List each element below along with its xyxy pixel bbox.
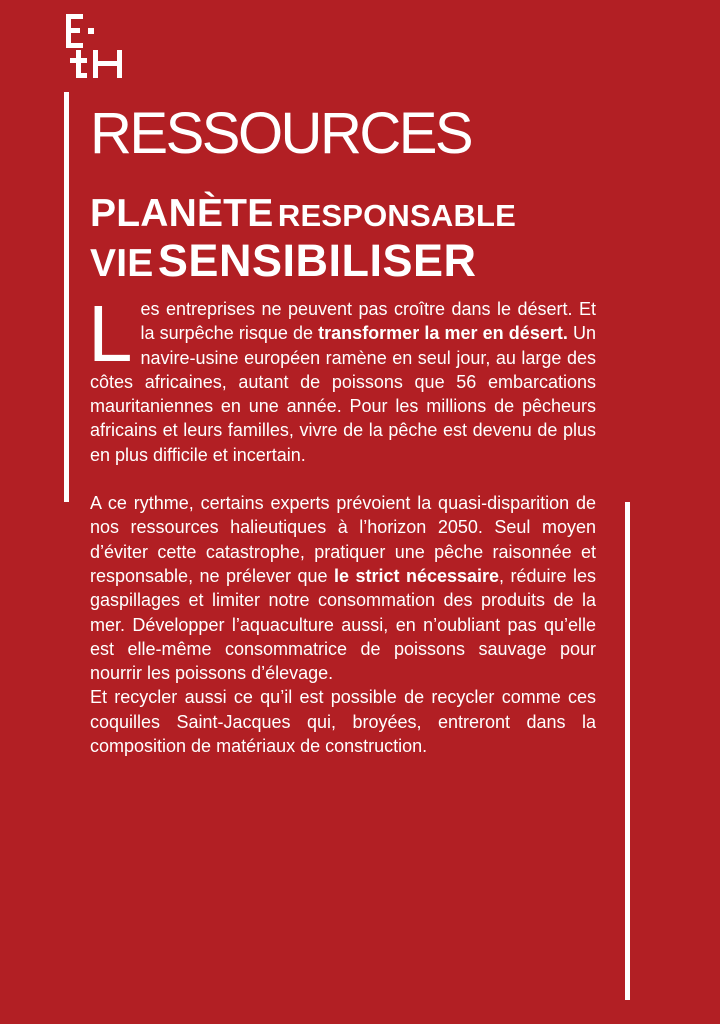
subtitle-word-responsable: RESPONSABLE bbox=[277, 198, 517, 233]
subtitle-word-vie: VIE bbox=[90, 242, 154, 285]
paragraph-1-emphasis: transformer la mer en désert. bbox=[318, 323, 568, 344]
eh-monogram-icon bbox=[66, 14, 126, 78]
subtitle-line-1 bbox=[90, 194, 516, 233]
subtitle-word-sensibiliser: SENSIBILISER bbox=[157, 235, 477, 286]
paragraph-1-text-1: es entreprises ne peuvent pas croître dans le désert. Et la surpêche risque de bbox=[140, 299, 596, 344]
paragraph-2-text-1: A ce rythme, certains experts prévoient la quasi-disparition de nos ressources halieutiques à l’horizon 2050. Seul moyen d’éviter cette catastrophe, pratiquer une pêche raisonnée et responsable, ne prélever que bbox=[90, 493, 596, 586]
page-title: RESSOURCES bbox=[90, 101, 472, 166]
article-paragraph-2 bbox=[90, 491, 596, 758]
article-paragraph-1 bbox=[88, 289, 596, 467]
left-accent-bar bbox=[64, 92, 69, 502]
paragraph-1-text-2: Un navire-usine européen ramène en seul jour, au large des côtes africaines, autant de poissons que 56 embarcations mauritaniennes en une année. Pour les millions de pêcheurs africains et leurs familles, vivre de la pêche est devenu de plus en plus difficile et incertain. bbox=[90, 323, 596, 465]
subtitle-line-2 bbox=[90, 235, 477, 286]
paragraph-2-emphasis: le strict nécessaire bbox=[334, 565, 500, 586]
paragraph-2-text-2: , réduire les gaspillages et limiter notre consommation des produits de la mer. Développer l’aquaculture aussi, en n’oubliant pas qu’elle est elle-même consommatrice de poissons sauvage pour nourrir les poissons d’élevage. bbox=[90, 565, 596, 684]
subtitle-word-planete: PLANÈTE bbox=[90, 192, 274, 235]
paragraph-2-text-3: Et recycler aussi ce qu’il est possible de recycler comme ces coquilles Saint-Jacques qui, broyées, entreront dans la composition de matériaux de construction. bbox=[90, 687, 596, 757]
drop-cap: L bbox=[88, 289, 133, 378]
article-body bbox=[88, 289, 596, 758]
eh-logo bbox=[66, 14, 126, 78]
right-accent-bar bbox=[625, 502, 630, 1000]
